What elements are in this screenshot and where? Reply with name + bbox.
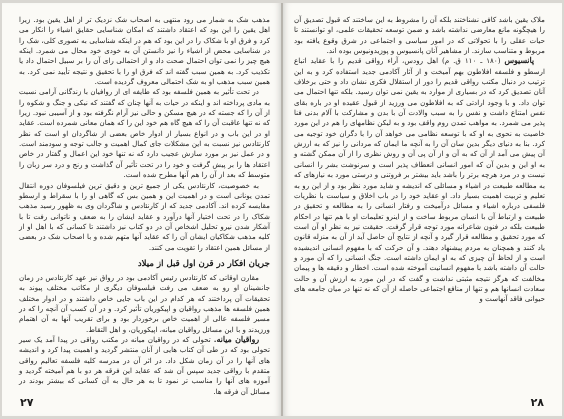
- paragraph: در تحت تأثیر به همین فلسفه بود که طایفه ای از روافیان با زندگانی آرامی نسبت به مادی پرداخته اند و اینکه در حیات به آنها چنان که گفتند که نیکی و جنگ و شکوه را از آن را که جسته که در هیچ مسکن و حالی نیز آرام نگرفته بود و از آسیبی نبود. زیرا که نه تنها عاقبت آن را که هیچ گاه هم خود این را که همان معانی شمرده است. عقاید او در این باب و در انواع بسیار از ادوار خاص بعضی از شاگردان او است که نظر کارنئادس نیز نسبت به این مشکلات جای کمال اهمیت و جالب توجه و سودمند است. و در عمل نیز بر مورد سازش عجیب دارد که نه تنها خود این اعمال و گفتار در خاص اعتقاد ها را بر پیش گرفت و خود را در تحت تأثیر آن گذاشت و رنج و درد سر زبان را متوسط که بعد از آن را هم آنها مطرح شده است.: [19, 87, 270, 180]
- paragraph: [19, 335, 270, 397]
- right-page: [283, 3, 562, 416]
- paragraph-text: تحولی که در رواقیان میانه در مکتب رواقی در پیدا آمد یک سیر تحولی بود که در طی آن کتاب هایی از آنان منتشر گردید و اهمیت پیدا کرد و اندیشه های آنها را در آن زمان شکل داد. در اثر آن در مدرسه کلیه فلسفه تعالیم رواقی متقدم با رواقی جدید سپس آن شد که عقاید این فرقه هر دو با هم آمیخته گردید و آموزه های آنها را مناسب تر نمود تا به هر حال به آن کسانی که بیشتر بودند در مسائل آن فرقه ها.: [19, 334, 270, 396]
- section-heading: جریان افکار در قرن اول قبل از میلاد: [137, 258, 270, 269]
- subsection-lead: رواقیان میانه.: [213, 334, 260, 344]
- subsection-lead: پانسیوس: [504, 56, 534, 66]
- right-page-text: [294, 15, 545, 305]
- page-number: ۲۸: [530, 396, 544, 409]
- page-number: ۲۷: [20, 396, 34, 409]
- left-page: [2, 3, 281, 416]
- paragraph: مقارن اوقاتی که کارنئادس رئیس آکادمی بود در رواق نیز عهد کارنئادس در زمان جانشینان او رو به ضعف می رفت فیلسوفان دیگری از مکاتب مختلف پیوند به تحقیقات آن پرداختند که هر کدام در این باب جایی خاص داشتند و در ادوار مختلف همین فلسفه ها مذهب رواقیان و اپیکوریان تأثیر کرد. و در آن کسب آن آنچه را که در مسیر فلسفه عالی از اهمیت خاص برخوردار بود و برای تقریب آنها به آن اهتمام ورزیدند و با این مسائل رواقیان میانه، اپیکوریان، و اهل التقاط.: [19, 272, 270, 334]
- paragraph-text: (۱۸۰ ـ ۱۱۰ ق. م) اهل رودس، آراء رواقی قدیم را با عقاید اتباع ارسطو و فلسفه افلاطون بهم آمیخت و از آثار آکادمی جدید استفاده کرد و به این ترتیب در دنبال مکتب رواقی قدیم را دور از استقلال فکری نشان داد و حتی برخلاف آنان تصدیق کرد که در بسیاری از موارد به یقین نمی توان رسید. بلکه تنها احتمال می توان داد. و با وجود ارادتی که به افلاطون می ورزید از قبول عقیده او در باره بقای نفس امتناع داشت و نفس را به سبب والادت آن با بدن و مشارکت با آلام بدنی فنا پذیر می شمرد. به مواهب تمدن روم واقف بود و به لیکن نظامهای را هم در این مورد خاصیت به نحوی به او که با توسعه نظامی می خواهد آن را با دگران خود توجیه می کرد. بنا به دنیای دیگر بدین سان آن را به آنچه ما ایمان که مردانی را نیز که به ارزش آن پیش می آمد از آن که به آن و از آن پی آن و روش نظری را از آن ممکن گشته و به او این و بدین آن که امور انسانی انعطاف پذیر است و سرنوشت بشر را انسانی نیست و در مرد هرچه برتر را باشد باید بیشتر بر فروتنی و درستی مورد به نیازهای که به مطالعه طبیعت در اشیاء و مسائلی که اندیشه و شاید مورد نظر بود و از این رو به تعلیم و تربیت اهمیت بسیار داد. او عقاید خود را در باب اخلاق و سیاست با نظریات فلسفی درباره اشیاء و مسائل درآمیخت و رفتار انسانی را به مطالعه و تحقیق در طبیعت و ارتباط آن با انسان مربوط ساخت و از اینرو تعلیمات او با هم تنها در احکام طبیعت بلکه در فنون شاعرانه مورد توجه قرار گرفت. حقیقت نیز به نظر او آن است که مورد تحقیق و مطالعه قرار گیرد و آنچه از نتایج آن حاصل آید از آن به منزله قانون یاد کنند و همچنان به مردم پیشنهاد دهند. و آن حرکت که با مفهوم انسانی اندیشیده است و از لحاظ آن چیزی که به او ایمان داشته است. جنگ انسانی را که آن مورد و حالت آن داشته باشد با مفهوم انسانیت آموخته شده است. اخطار و دقیقه ها و پیمان مخالفت که هرگز نتیجه مثبتی نداشت و گفت که در این مورد به ارزش آن و حالت سعادت انسانها هم و تنها از منافع اجتماعی حاصله از آن که نه تنها در میان جامعه های حیوانی فاقد آنهاست و: [294, 56, 545, 304]
- left-page-text: [19, 15, 270, 397]
- paragraph: به خصوصیت، کارنئادس یکی از جمیع ترین و دقیق ترین فیلسوفان دوره انتقال تمدن یونانی است و در اهمیت این و همین بس که گاهی او را با سقراط و ارسطو مقایسه کرده اند. آکادمی جدید که از کارنئادس و شاگردان وی به ظهور رسید مذهب شکاک را در تحت اختیار آنها درآورد و عقاید ایشان را به ضعف و ناتوانی رفت تا با آشکار شدن نیرو تحلیل اشخاص آن در دو کتاب نیز داشتند تا کسانی که با اهل او از کلیه مذهب شکاکیان ایشان آن را که عقاید آنها متهم شده و با اصحاب شک در بعضی از مسائل همین اعتقاد را تقویت می کنند.: [19, 180, 270, 252]
- paragraph: ملاک یقین باشد کافی نشناختند بلکه آن را مشروط به این ساختند که قبول تصدیق آن را هیچگونه مانع معارضی نداشته باشد و ضمن توسعه تحقیقات علمی، او توانستند تا حیات عقلی را با تحولاتی که در امور سیاسی و اجتماعی در شرق وقوع یافته بود مربوط و متناسب سازند. از مشاهیر آنان پانسیوس و پوزیدونیوس بوده اند.: [294, 15, 545, 56]
- paragraph: مذهب شک به شمار می رود منتهی به اصحاب شک نزدیک تر از اهل یقین بود. زیرا اهل یقین را این بود که اعتقاد داشتند که امکان شناسایی حقایق اشیاء را انکار می کرد و فرق او با شکاک را در این بود که هم در اینکه شناسایی به تصوری کلی، شک را در شناسایی محض از اشیاء را نیز دانستن آن به خودی خود محال می شمرد. اینکه هیچ چیز را نمی توان احتمال صحت داد و از احتمالی رای آن را بر سبیل احتمال داد یا تکذیب کرد. به همین سبب گفته اند که فرق او را با تحقیق و نتیجه تأیید نمی کرد. به همین سبب مذهب او به شک احتمالی معروف گردیده است.: [19, 15, 270, 87]
- paragraph: [294, 56, 545, 304]
